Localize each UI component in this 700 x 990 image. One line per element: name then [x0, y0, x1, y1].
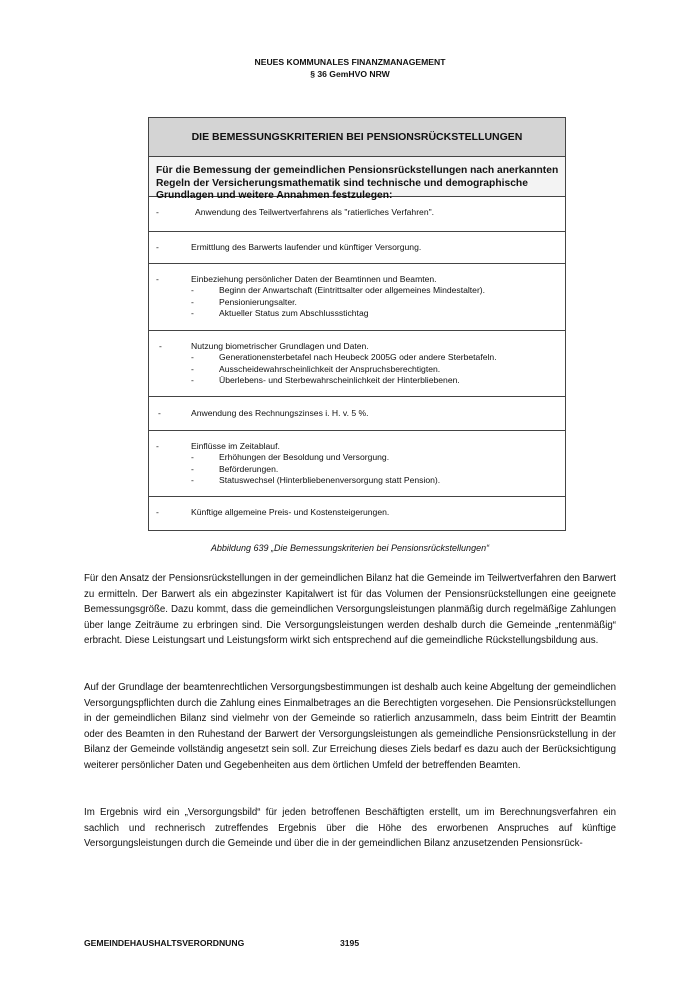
header-line-2: § 36 GemHVO NRW — [310, 69, 390, 79]
table-row — [149, 264, 565, 331]
row-text: Ermittlung des Barwerts laufender und künftiger Versorgung. — [191, 242, 422, 252]
row-dash: - — [158, 408, 161, 418]
page-header — [0, 56, 700, 80]
row-dash: - — [156, 441, 159, 451]
sub-dash: - — [191, 307, 194, 318]
row-dash: - — [156, 507, 159, 517]
sub-dash: - — [191, 352, 194, 363]
sub-item — [155, 285, 559, 296]
sub-dash: - — [191, 374, 194, 385]
table-row — [149, 497, 565, 530]
sub-item — [155, 452, 559, 463]
table-row — [149, 431, 565, 497]
table-row — [149, 331, 565, 397]
row-dash: - — [156, 242, 159, 252]
paragraph: Für den Ansatz der Pensionsrückstellungen in der gemeindlichen Bilanz hat die Gemeinde im Teilwertverfahren den Barwert zu ermitteln. Der Barwert als ein abgezinster Kapitalwert ist für das Volumen der Pensionsrückstellungen eine geeignete Bemessungsgröße. Dazu kommt, dass die gemeindlichen Versorgungsleistungen planmäßig durch regelmäßige Zahlungen über lange Zeiträume zu erbringen sind. Die Versorgungsleistungen werden deshalb durch die Gemeinde „rentenmäßig“ erbracht. Diese Leistungsart und Leistungsform wirkt sich entsprechend auf die gemeindliche Rückstellungsbildung aus. — [84, 573, 616, 647]
sub-dash: - — [191, 463, 194, 474]
sub-item — [155, 352, 559, 363]
table-row — [149, 397, 565, 431]
sub-text: Pensionierungsalter. — [219, 296, 297, 307]
sub-dash: - — [191, 474, 194, 485]
page-number: 3195 — [340, 938, 360, 948]
sub-item — [155, 364, 559, 375]
sub-dash: - — [191, 363, 194, 374]
table-intro: Für die Bemessung der gemeindlichen Pensionsrückstellungen nach anerkannten Regeln der Versicherungsmathematik sind technische und demographische Grundlagen und weitere Annahmen festzulegen: — [149, 157, 565, 197]
sub-dash: - — [191, 285, 194, 296]
paragraph: Auf der Grundlage der beamtenrechtlichen Versorgungsbestimmungen ist deshalb auch keine Abgeltung der gemeindlichen Versorgungspflichten durch die Zahlung eines Einmalbetrages an die Berechtigten vorgesehen. Die Pensionsrückstellungen in der gemeindlichen Bilanz sind vielmehr von der Gemeinde so ratierlich anzusammeln, dass beim Eintritt der Beamtin oder des Beamten in den Ruhestand der Barwert der Versorgungsleistungen als gemeindliche Pensionsrückstellung in der Bilanz der Gemeinde vollständig angesetzt sein soll. Zur Erreichung dieses Ziels bedarf es dazu auch der Berücksichtigung weiterer persönlicher Daten und Gegebenheiten aus dem örtlichen Umfeld der betreffenden Beamten. — [84, 682, 616, 771]
sub-text: Ausscheidewahrscheinlichkeit der Anspruchsberechtigten. — [219, 363, 441, 374]
footer-title: GEMEINDEHAUSHALTSVERORDNUNG — [84, 938, 245, 948]
header-line-1: NEUES KOMMUNALES FINANZMANAGEMENT — [254, 57, 446, 67]
sub-text: Generationensterbetafel nach Heubeck 2005G oder andere Sterbetafeln. — [219, 352, 497, 363]
row-dash: - — [159, 341, 162, 351]
row-text: Anwendung des Teilwertverfahrens als "ratierliches Verfahren". — [195, 207, 435, 217]
sub-item — [155, 464, 559, 475]
table-title: DIE BEMESSUNGSKRITERIEN BEI PENSIONSRÜCKSTELLUNGEN — [149, 118, 565, 157]
row-dash: - — [156, 274, 159, 284]
sub-text: Aktueller Status zum Abschlussstichtag — [219, 307, 369, 318]
sub-text: Beginn der Anwartschaft (Eintrittsalter oder allgemeines Mindestalter). — [219, 285, 486, 296]
paragraph: Im Ergebnis wird ein „Versorgungsbild“ für jeden betroffenen Beschäftigten erstellt, um im Berechnungsverfahren ein sachlich und rechnerisch zutreffendes Ergebnis über die Höhe des erworbenen Anspruches auf künftige Versorgungsleistungen durch die Gemeinde und über die in der gemeindlichen Bilanz anzusetzenden Pensionsrück- — [84, 807, 616, 850]
page-footer — [84, 938, 360, 948]
sub-text: Erhöhungen der Besoldung und Versorgung. — [219, 452, 390, 463]
row-text: Anwendung des Rechnungszinses i. H. v. 5 %. — [191, 408, 369, 418]
sub-text: Beförderungen. — [219, 463, 279, 474]
table-row — [149, 232, 565, 264]
sub-item — [155, 375, 559, 386]
row-dash: - — [156, 207, 159, 217]
sub-item — [155, 475, 559, 486]
row-text: Künftige allgemeine Preis- und Kostensteigerungen. — [191, 507, 390, 517]
table-row — [149, 197, 565, 232]
sub-item — [155, 297, 559, 308]
sub-text: Überlebens- und Sterbewahrscheinlichkeit der Hinterbliebenen. — [219, 374, 460, 385]
sub-item — [155, 308, 559, 319]
figure-caption: Abbildung 639 „Die Bemessungskriterien bei Pensionsrückstellungen“ — [210, 543, 490, 553]
sub-dash: - — [191, 452, 194, 463]
row-text: Einbeziehung persönlicher Daten der Beamtinnen und Beamten. — [191, 274, 437, 284]
criteria-table — [148, 117, 566, 531]
sub-dash: - — [191, 296, 194, 307]
sub-text: Statuswechsel (Hinterbliebenenversorgung statt Pension). — [219, 474, 441, 485]
row-text: Nutzung biometrischer Grundlagen und Daten. — [191, 341, 369, 351]
row-text: Einflüsse im Zeitablauf. — [191, 441, 280, 451]
